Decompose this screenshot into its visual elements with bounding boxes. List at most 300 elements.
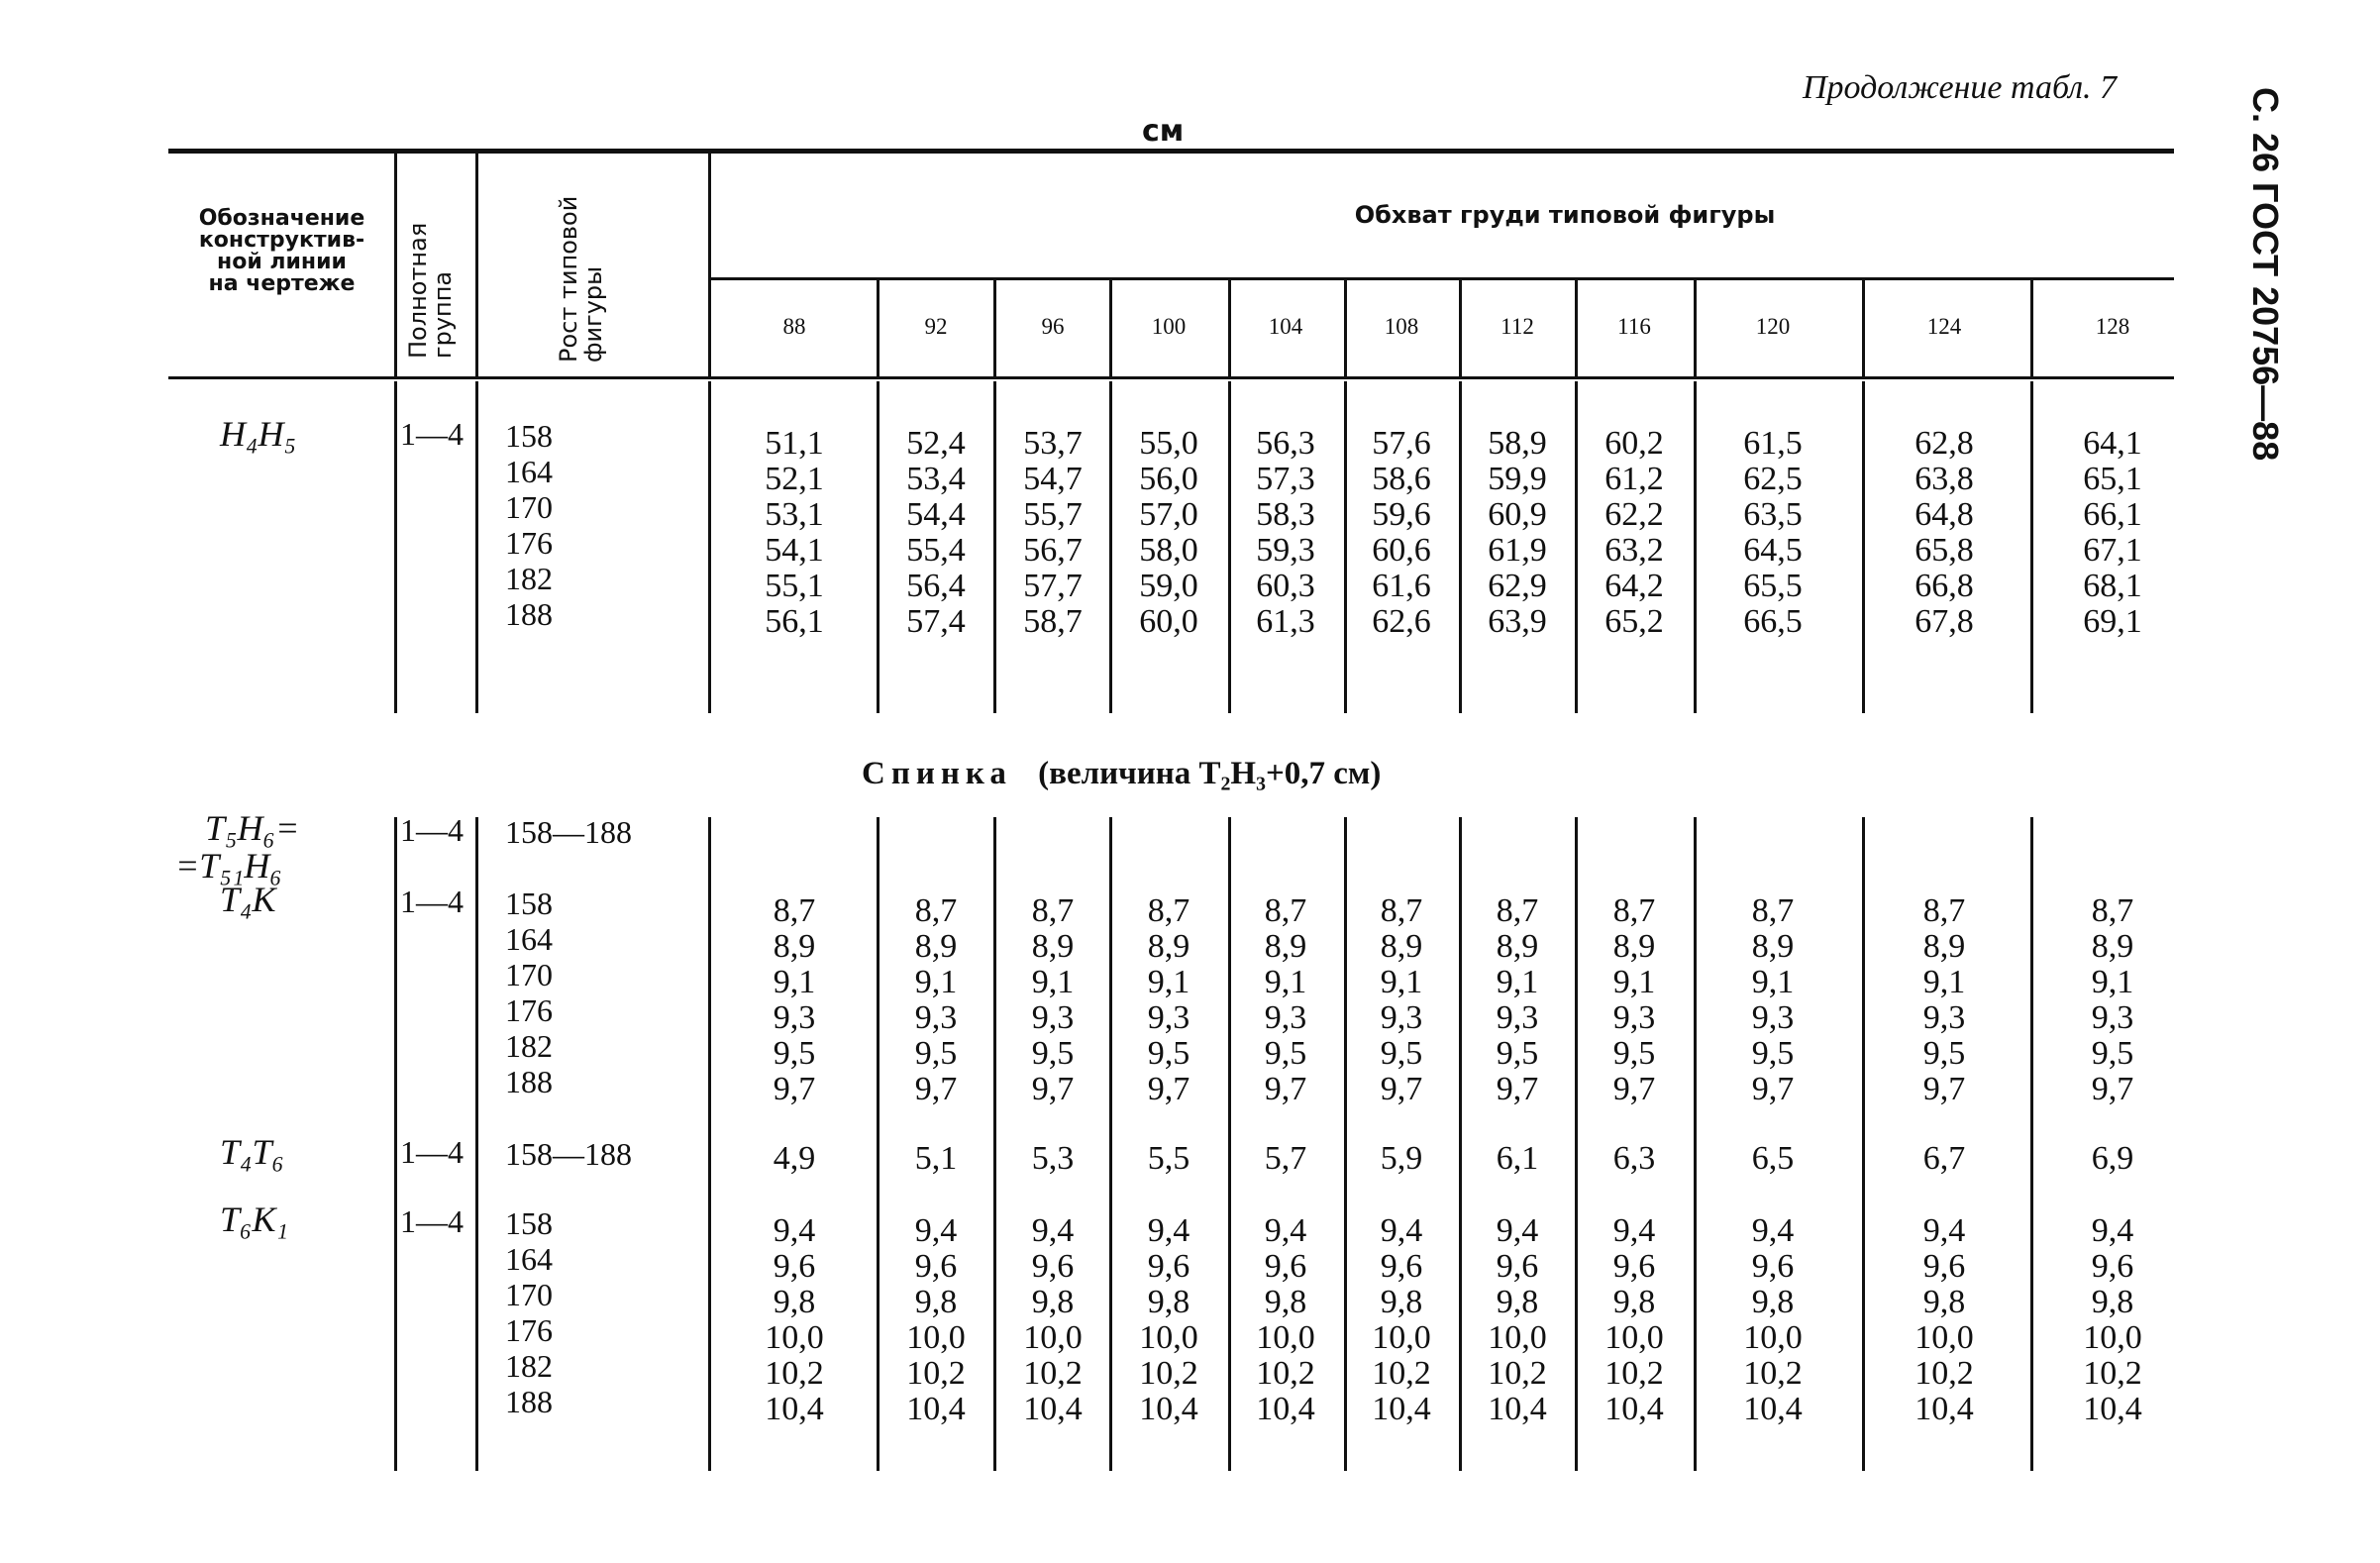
height-t5h6: 158—188 [505, 814, 632, 850]
height-cell: 164 [505, 454, 553, 489]
value-cell: 64,8 [1914, 496, 1974, 533]
height-cell: 182 [505, 561, 553, 596]
value-cell: 8,9 [773, 928, 816, 965]
value-cell: 55,0 [1139, 425, 1198, 462]
value-cell: 9,4 [1922, 1212, 1966, 1249]
value-cell: 9,8 [1496, 1284, 1539, 1320]
value-cell: 51,1 [765, 425, 824, 462]
header-height-line: Рост типовой [555, 195, 582, 363]
value-cell: 59,3 [1256, 532, 1315, 569]
body-column-divider [2030, 381, 2033, 713]
value-cell: 56,3 [1256, 425, 1315, 462]
value-cell: 10,4 [1488, 1391, 1547, 1427]
body-column-divider [1694, 381, 1697, 713]
value-cell: 9,3 [1751, 999, 1795, 1036]
value-cell: 67,8 [1914, 603, 1974, 640]
chest-column-header: 108 [1384, 314, 1419, 339]
value-cell: 61,9 [1488, 532, 1547, 569]
value-cell: 57,3 [1256, 461, 1315, 497]
value-cell: 10,4 [765, 1391, 824, 1427]
page-side-header: С. 26 ГОСТ 20756—88 [2245, 87, 2286, 462]
value-cell: 8,7 [773, 892, 816, 929]
value-cell: 9,1 [2091, 964, 2134, 1000]
value-cell: 9,3 [1147, 999, 1190, 1036]
body-column-divider [1109, 381, 1112, 713]
value-cell: 5,7 [1264, 1140, 1307, 1177]
value-cell: 63,8 [1914, 461, 1974, 497]
value-cell: 9,5 [2091, 1035, 2134, 1072]
height-cell: 158 [505, 418, 553, 454]
value-cell: 10,2 [1743, 1355, 1803, 1392]
chest-column-header: 104 [1268, 314, 1303, 339]
value-cell: 9,4 [2091, 1212, 2134, 1249]
value-cell: 9,6 [1922, 1248, 1966, 1285]
value-cell: 9,1 [1264, 964, 1307, 1000]
height-cell: 188 [505, 1384, 553, 1419]
value-cell: 8,9 [1612, 928, 1656, 965]
value-cell: 10,4 [2083, 1391, 2142, 1427]
value-cell: 9,6 [1031, 1248, 1075, 1285]
value-cell: 66,8 [1914, 568, 1974, 604]
value-cell: 8,9 [1496, 928, 1539, 965]
chest-column-divider [1109, 279, 1112, 376]
height-cell: 188 [505, 1064, 553, 1099]
height-cell: 164 [505, 1241, 553, 1277]
value-cell: 8,7 [1922, 892, 1966, 929]
value-cell: 10,0 [1488, 1319, 1547, 1356]
value-cell: 64,2 [1604, 568, 1664, 604]
value-cell: 9,3 [1264, 999, 1307, 1036]
value-cell: 68,1 [2083, 568, 2142, 604]
value-cell: 63,9 [1488, 603, 1547, 640]
value-cell: 58,0 [1139, 532, 1198, 569]
value-cell: 9,3 [914, 999, 958, 1036]
value-cell: 4,9 [773, 1140, 816, 1177]
height-t4t6: 158—188 [505, 1136, 632, 1172]
value-cell: 56,0 [1139, 461, 1198, 497]
value-cell: 66,1 [2083, 496, 2142, 533]
value-cell: 56,7 [1023, 532, 1083, 569]
height-cell: 182 [505, 1348, 553, 1384]
header-column-divider [708, 152, 711, 376]
value-cell: 60,3 [1256, 568, 1315, 604]
value-cell: 9,1 [1922, 964, 1966, 1000]
section-title-note: (величина T₂H₃+0,7 см) [1038, 756, 1382, 791]
height-cell: 164 [505, 921, 553, 957]
body-column-divider [993, 381, 996, 713]
value-cell: 9,3 [1612, 999, 1656, 1036]
value-cell: 8,9 [1031, 928, 1075, 965]
value-cell: 8,9 [1922, 928, 1966, 965]
designation-t5h6-line2: =T₅₁H₆ [175, 846, 282, 886]
group-t4t6: 1—4 [400, 1134, 464, 1170]
value-cell: 8,7 [1031, 892, 1075, 929]
chest-column-header: 92 [924, 314, 948, 339]
value-cell: 8,9 [1751, 928, 1795, 965]
value-cell: 8,7 [1751, 892, 1795, 929]
value-cell: 59,6 [1372, 496, 1431, 533]
header-bottom-rule [168, 376, 2174, 379]
value-cell: 9,8 [773, 1284, 816, 1320]
body-column-divider [993, 817, 996, 1471]
chest-column-header: 100 [1151, 314, 1187, 339]
value-cell: 61,2 [1604, 461, 1664, 497]
value-cell: 9,1 [773, 964, 816, 1000]
chest-column-divider [1459, 279, 1462, 376]
value-cell: 60,2 [1604, 425, 1664, 462]
chest-column-header: 88 [782, 314, 806, 339]
body-column-divider [475, 817, 478, 1471]
value-cell: 9,5 [1147, 1035, 1190, 1072]
body-column-divider [708, 381, 711, 713]
body-column-divider [877, 381, 880, 713]
group-h4h5: 1—4 [400, 416, 464, 452]
value-cell: 8,9 [1264, 928, 1307, 965]
value-cell: 10,0 [1256, 1319, 1315, 1356]
chest-column-header: 124 [1926, 314, 1962, 339]
value-cell: 10,4 [1372, 1391, 1431, 1427]
value-cell: 10,4 [1743, 1391, 1803, 1427]
value-cell: 9,1 [1147, 964, 1190, 1000]
value-cell: 55,7 [1023, 496, 1083, 533]
value-cell: 9,3 [2091, 999, 2134, 1036]
value-cell: 9,6 [1147, 1248, 1190, 1285]
value-cell: 9,8 [1612, 1284, 1656, 1320]
value-cell: 61,3 [1256, 603, 1315, 640]
value-cell: 9,7 [1264, 1071, 1307, 1107]
value-cell: 9,1 [914, 964, 958, 1000]
body-column-divider [1459, 817, 1462, 1471]
chest-column-header: 128 [2095, 314, 2130, 339]
value-cell: 8,9 [914, 928, 958, 965]
value-cell: 9,6 [2091, 1248, 2134, 1285]
value-cell: 9,4 [1031, 1212, 1075, 1249]
chest-column-header: 112 [1500, 314, 1534, 339]
height-cell: 158 [505, 1205, 553, 1241]
value-cell: 10,2 [906, 1355, 966, 1392]
header-fullness-line: Полнотная [404, 222, 432, 359]
value-cell: 65,5 [1743, 568, 1803, 604]
designation-t4k: T₄K [220, 880, 276, 919]
value-cell: 5,5 [1147, 1140, 1190, 1177]
chest-column-divider [877, 279, 880, 376]
value-cell: 9,8 [1264, 1284, 1307, 1320]
value-cell: 57,7 [1023, 568, 1083, 604]
value-cell: 9,1 [1380, 964, 1423, 1000]
body-column-divider [1575, 381, 1578, 713]
value-cell: 54,1 [765, 532, 824, 569]
value-cell: 9,7 [2091, 1071, 2134, 1107]
value-cell: 62,6 [1372, 603, 1431, 640]
designation-h4h5: H₄H₅ [220, 414, 297, 454]
header-figure-height [557, 196, 606, 363]
value-cell: 8,7 [1147, 892, 1190, 929]
value-cell: 9,8 [1751, 1284, 1795, 1320]
height-cell: 176 [505, 1312, 553, 1348]
designation-t5h6-line1: T₅H₆= [205, 808, 300, 848]
value-cell: 9,7 [1922, 1071, 1966, 1107]
value-cell: 9,3 [1380, 999, 1423, 1036]
value-cell: 10,2 [1914, 1355, 1974, 1392]
value-cell: 10,2 [1604, 1355, 1664, 1392]
value-cell: 59,9 [1488, 461, 1547, 497]
value-cell: 10,0 [2083, 1319, 2142, 1356]
value-cell: 9,6 [1264, 1248, 1307, 1285]
chest-column-header: 96 [1041, 314, 1065, 339]
value-cell: 5,1 [914, 1140, 958, 1177]
header-designation-line: конструктив- [198, 228, 365, 253]
value-cell: 9,6 [1380, 1248, 1423, 1285]
table-top-rule [168, 149, 2174, 154]
value-cell: 6,1 [1496, 1140, 1539, 1177]
value-cell: 9,6 [1612, 1248, 1656, 1285]
value-cell: 5,9 [1380, 1140, 1423, 1177]
value-cell: 53,4 [906, 461, 966, 497]
value-cell: 8,7 [1264, 892, 1307, 929]
value-cell: 52,4 [906, 425, 966, 462]
value-cell: 9,7 [1751, 1071, 1795, 1107]
value-cell: 57,0 [1139, 496, 1198, 533]
value-cell: 10,0 [1604, 1319, 1664, 1356]
value-cell: 10,4 [1914, 1391, 1974, 1427]
value-cell: 64,1 [2083, 425, 2142, 462]
value-cell: 56,1 [765, 603, 824, 640]
value-cell: 10,2 [1139, 1355, 1198, 1392]
body-column-divider [1109, 817, 1112, 1471]
value-cell: 9,4 [1612, 1212, 1656, 1249]
header-height-line: фигуры [579, 265, 608, 363]
value-cell: 10,0 [765, 1319, 824, 1356]
value-cell: 9,7 [1612, 1071, 1656, 1107]
value-cell: 10,4 [1139, 1391, 1198, 1427]
value-cell: 65,2 [1604, 603, 1664, 640]
value-cell: 66,5 [1743, 603, 1803, 640]
height-cell: 188 [505, 596, 553, 632]
designation-t6k1: T₆K₁ [220, 1199, 289, 1239]
body-column-divider [1459, 381, 1462, 713]
value-cell: 6,9 [2091, 1140, 2134, 1177]
header-designation-line: на чертеже [208, 271, 356, 296]
value-cell: 9,8 [1031, 1284, 1075, 1320]
value-cell: 53,7 [1023, 425, 1083, 462]
section-title-word: Спинка [862, 756, 1012, 791]
value-cell: 8,9 [2091, 928, 2134, 965]
value-cell: 9,4 [1751, 1212, 1795, 1249]
body-column-divider [394, 381, 397, 713]
header-designation-line: Обозначение [198, 206, 365, 231]
body-column-divider [708, 817, 711, 1471]
value-cell: 52,1 [765, 461, 824, 497]
value-cell: 54,7 [1023, 461, 1083, 497]
value-cell: 65,8 [1914, 532, 1974, 569]
value-cell: 9,5 [1031, 1035, 1075, 1072]
value-cell: 6,3 [1612, 1140, 1656, 1177]
value-cell: 57,4 [906, 603, 966, 640]
value-cell: 58,9 [1488, 425, 1547, 462]
value-cell: 10,0 [1139, 1319, 1198, 1356]
value-cell: 8,7 [1496, 892, 1539, 929]
value-cell: 10,0 [1743, 1319, 1803, 1356]
value-cell: 58,6 [1372, 461, 1431, 497]
value-cell: 9,5 [1264, 1035, 1307, 1072]
chest-column-divider [2030, 279, 2033, 376]
value-cell: 55,4 [906, 532, 966, 569]
value-cell: 10,2 [1023, 1355, 1083, 1392]
value-cell: 61,6 [1372, 568, 1431, 604]
value-cell: 9,7 [914, 1071, 958, 1107]
value-cell: 60,9 [1488, 496, 1547, 533]
designation-t4t6: T₄T₆ [220, 1132, 285, 1172]
value-cell: 8,7 [914, 892, 958, 929]
value-cell: 8,9 [1380, 928, 1423, 965]
chest-column-divider [993, 279, 996, 376]
height-cell: 176 [505, 525, 553, 561]
value-cell: 9,8 [1922, 1284, 1966, 1320]
value-cell: 60,0 [1139, 603, 1198, 640]
value-cell: 67,1 [2083, 532, 2142, 569]
value-cell: 9,5 [1922, 1035, 1966, 1072]
value-cell: 9,5 [1751, 1035, 1795, 1072]
value-cell: 9,5 [1496, 1035, 1539, 1072]
value-cell: 65,1 [2083, 461, 2142, 497]
chest-column-header: 116 [1617, 314, 1651, 339]
body-column-divider [1575, 817, 1578, 1471]
value-cell: 61,5 [1743, 425, 1803, 462]
value-cell: 10,4 [1256, 1391, 1315, 1427]
value-cell: 9,4 [1264, 1212, 1307, 1249]
value-cell: 10,2 [1256, 1355, 1315, 1392]
value-cell: 9,8 [914, 1284, 958, 1320]
height-cell: 182 [505, 1028, 553, 1064]
header-designation-line: ной линии [217, 250, 347, 274]
value-cell: 9,7 [1147, 1071, 1190, 1107]
height-cell: 158 [505, 886, 553, 921]
value-cell: 58,7 [1023, 603, 1083, 640]
value-cell: 9,4 [1496, 1212, 1539, 1249]
value-cell: 10,4 [1023, 1391, 1083, 1427]
value-cell: 10,2 [1372, 1355, 1431, 1392]
body-column-divider [1862, 381, 1865, 713]
height-cell: 170 [505, 489, 553, 525]
header-fullness-group [406, 223, 456, 359]
value-cell: 8,9 [1147, 928, 1190, 965]
value-cell: 69,1 [2083, 603, 2142, 640]
value-cell: 9,7 [1496, 1071, 1539, 1107]
value-cell: 9,3 [1496, 999, 1539, 1036]
value-cell: 9,3 [1031, 999, 1075, 1036]
chest-column-divider [1694, 279, 1697, 376]
value-cell: 10,2 [2083, 1355, 2142, 1392]
section-title [862, 758, 1381, 790]
value-cell: 8,7 [1380, 892, 1423, 929]
body-column-divider [877, 817, 880, 1471]
value-cell: 59,0 [1139, 568, 1198, 604]
body-column-divider [2030, 817, 2033, 1471]
value-cell: 9,6 [1751, 1248, 1795, 1285]
header-chest-girth: Обхват груди типовой фигуры [1354, 201, 1776, 229]
chest-column-divider [1575, 279, 1578, 376]
value-cell: 9,1 [1496, 964, 1539, 1000]
value-cell: 57,6 [1372, 425, 1431, 462]
value-cell: 55,1 [765, 568, 824, 604]
height-cell: 170 [505, 1277, 553, 1312]
value-cell: 9,3 [1922, 999, 1966, 1036]
value-cell: 9,5 [773, 1035, 816, 1072]
value-cell: 63,5 [1743, 496, 1803, 533]
value-cell: 58,3 [1256, 496, 1315, 533]
value-cell: 10,0 [906, 1319, 966, 1356]
header-column-divider [394, 152, 397, 376]
value-cell: 60,6 [1372, 532, 1431, 569]
group-t4k: 1—4 [400, 884, 464, 919]
body-column-divider [394, 817, 397, 1471]
value-cell: 9,8 [1147, 1284, 1190, 1320]
height-cell: 170 [505, 957, 553, 992]
value-cell: 9,1 [1751, 964, 1795, 1000]
value-cell: 63,2 [1604, 532, 1664, 569]
value-cell: 62,5 [1743, 461, 1803, 497]
value-cell: 56,4 [906, 568, 966, 604]
value-cell: 9,8 [2091, 1284, 2134, 1320]
value-cell: 9,5 [1612, 1035, 1656, 1072]
value-cell: 10,0 [1914, 1319, 1974, 1356]
value-cell: 9,1 [1031, 964, 1075, 1000]
value-cell: 62,9 [1488, 568, 1547, 604]
value-cell: 10,4 [906, 1391, 966, 1427]
value-cell: 54,4 [906, 496, 966, 533]
value-cell: 62,2 [1604, 496, 1664, 533]
table-caption: Продолжение табл. 7 [1803, 69, 2118, 106]
value-cell: 9,5 [1380, 1035, 1423, 1072]
value-cell: 9,6 [1496, 1248, 1539, 1285]
value-cell: 6,5 [1751, 1140, 1795, 1177]
value-cell: 9,7 [1380, 1071, 1423, 1107]
unit-label: см [1142, 114, 1185, 149]
value-cell: 9,4 [773, 1212, 816, 1249]
value-cell: 9,4 [1380, 1212, 1423, 1249]
value-cell: 9,8 [1380, 1284, 1423, 1320]
value-cell: 5,3 [1031, 1140, 1075, 1177]
body-column-divider [1862, 817, 1865, 1471]
value-cell: 9,5 [914, 1035, 958, 1072]
value-cell: 62,8 [1914, 425, 1974, 462]
chest-column-header: 120 [1755, 314, 1791, 339]
value-cell: 9,7 [773, 1071, 816, 1107]
value-cell: 9,6 [773, 1248, 816, 1285]
group-t5h6: 1—4 [400, 812, 464, 848]
chest-subheader-rule [708, 277, 2174, 280]
value-cell: 6,7 [1922, 1140, 1966, 1177]
value-cell: 9,7 [1031, 1071, 1075, 1107]
value-cell: 64,5 [1743, 532, 1803, 569]
value-cell: 9,1 [1612, 964, 1656, 1000]
header-column-divider [475, 152, 478, 376]
value-cell: 10,4 [1604, 1391, 1664, 1427]
chest-column-divider [1862, 279, 1865, 376]
header-fullness-line: группа [429, 270, 458, 359]
header-designation [170, 208, 393, 295]
body-column-divider [475, 381, 478, 713]
value-cell: 10,0 [1023, 1319, 1083, 1356]
value-cell: 10,0 [1372, 1319, 1431, 1356]
body-column-divider [1694, 817, 1697, 1471]
value-cell: 53,1 [765, 496, 824, 533]
value-cell: 10,2 [1488, 1355, 1547, 1392]
value-cell: 10,2 [765, 1355, 824, 1392]
value-cell: 9,4 [1147, 1212, 1190, 1249]
value-cell: 8,7 [2091, 892, 2134, 929]
value-cell: 9,6 [914, 1248, 958, 1285]
